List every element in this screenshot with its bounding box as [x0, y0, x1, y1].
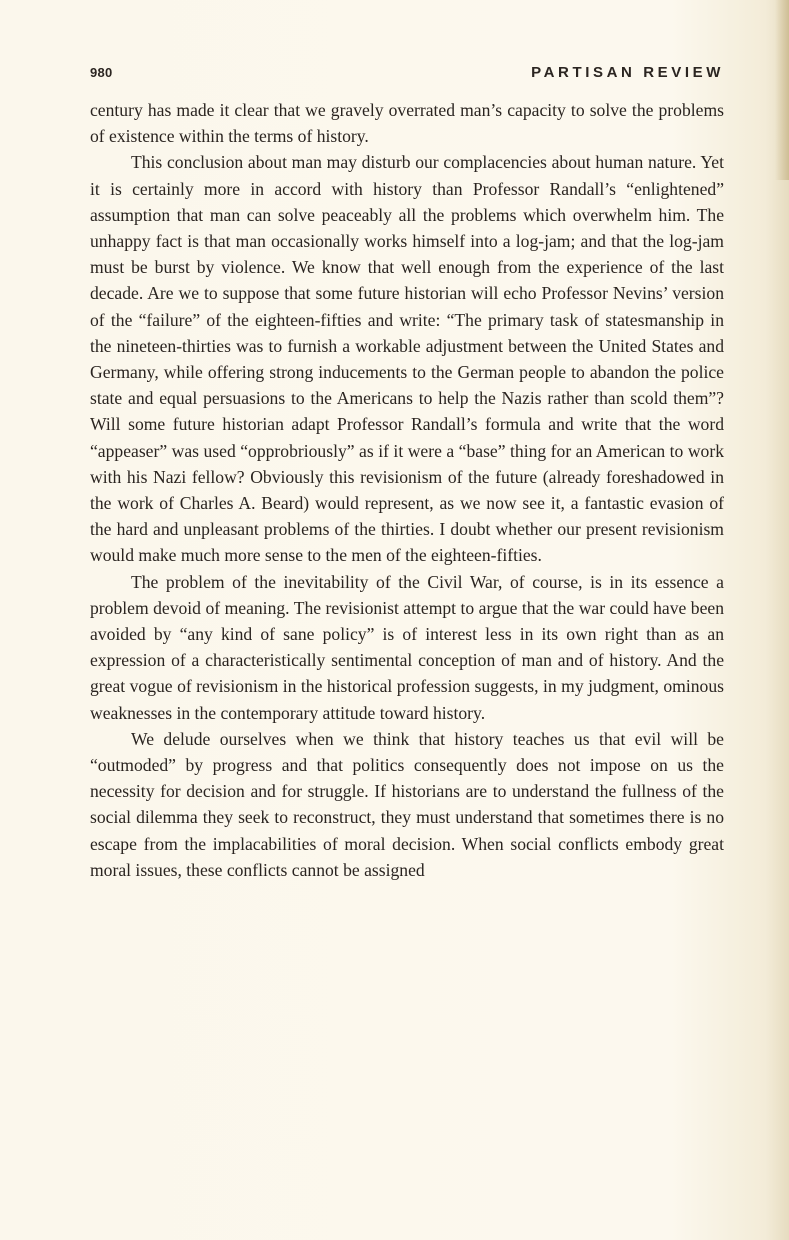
- page-number: 980: [90, 65, 113, 80]
- paragraph-continued: century has made it clear that we gravely overrated man’s capacity to solve the problems of existence within the terms of history.: [90, 100, 724, 147]
- paragraph: This conclusion about man may disturb our complacencies about human nature. Yet it is certainly more in accord with history than Professor Randall’s “enlightened” assumption that man can solve peaceably all the problems which overwhelm him. The unhappy fact is that man occasionally works himself into a log-jam; and that the log-jam must be burst by violence. We know that well enough from the experience of the last decade. Are we to suppose that some future historian will echo Professor Nevins’ version of the “failure” of the eighteen-fifties and write: “The primary task of statesmanship in the nineteen-thirties was to furnish a workable adjustment between the United States and Germany, while offering strong inducements to the German people to abandon the police state and equal persuasions to the Americans to help the Nazis rather than scold them”? Will some future historian adapt Professor Randall’s formula and write that the word “appeaser” was used “opprobriously” as if it were a “base” thing for an American to work with his Nazi fellow? Obviously this revisionism of the future (already foreshadowed in the work of Charles A. Beard) would represent, as we now see it, a fantastic evasion of the hard and unpleasant problems of the thirties. I doubt whether our present revisionism would make much more sense to the men of the eighteen-fifties.: [90, 152, 724, 566]
- paragraph: The problem of the inevitability of the Civil War, of course, is in its essence a problem devoid of meaning. The revisionist attempt to argue that the war could have been avoided by “any kind of sane policy” is of interest less in its own right than as an expression of a characteristically sentimental conception of man and of history. And the great vogue of revisionism in the historical profession suggests, in my judgment, ominous weaknesses in the contemporary attitude toward history.: [90, 571, 724, 723]
- journal-title: PARTISAN REVIEW: [531, 64, 724, 81]
- body-text: [90, 97, 724, 883]
- running-head: [90, 64, 724, 86]
- page-edge-shadow: [775, 0, 789, 180]
- paragraph: We delude ourselves when we think that history teaches us that evil will be “outmoded” by progress and that politics consequently does not impose on us the necessity for decision and for struggle. If historians are to understand the fullness of the social dilemma they seek to reconstruct, they must understand that sometimes there is no escape from the implacabilities of moral decision. When social conflicts embody great moral issues, these conflicts cannot be assigned: [90, 728, 724, 880]
